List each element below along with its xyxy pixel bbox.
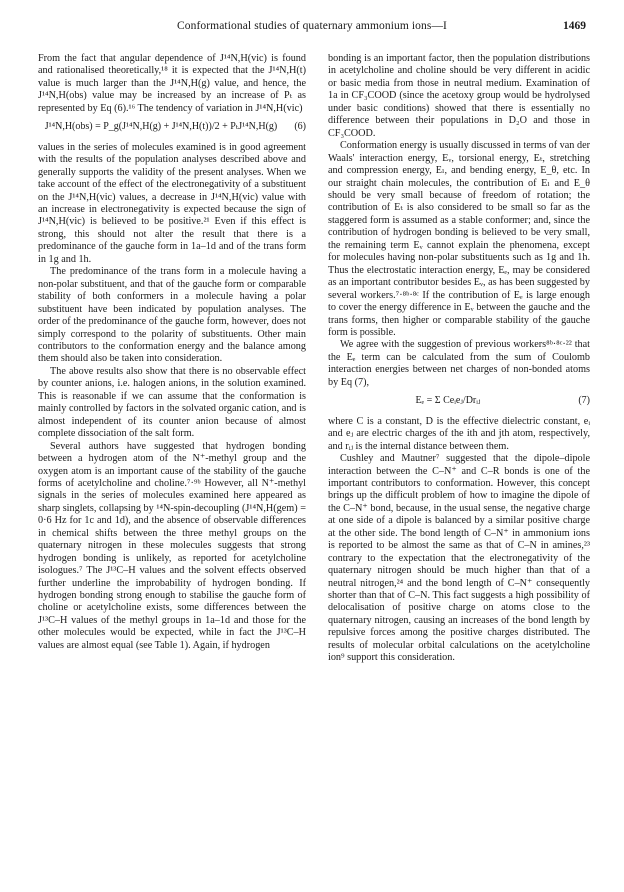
paragraph: bonding is an important factor, then the population distributions in acetylcholine and choline should be very different in acidic or basic media from those in neutral medium. Examination of 1a in CF₃COOD (since the acetoxy group would be hydrolysed under basic conditions) showed that there is essentially no difference between their populations in D₂O and those in CF₃COOD. xyxy=(328,53,590,139)
equation-7 xyxy=(328,395,590,407)
page-header xyxy=(36,20,588,38)
equation-number: (7) xyxy=(578,395,590,407)
equation-body: J¹⁴N,H(obs) = P_g(J¹⁴N,H(g) + J¹⁴N,H(t))/2 + PₜJ¹⁴N,H(g) xyxy=(44,121,278,133)
equation-number: (6) xyxy=(294,121,306,133)
paragraph: We agree with the suggestion of previous workers⁸ᵇ·⁸ᶜ·²² that the Eₑ term can be calculated from the sum of Coulomb interaction energies between net charges of non-bonded atoms by Eq (7), xyxy=(328,339,590,388)
paragraph: Several authors have suggested that hydrogen bonding between a hydrogen atom of the N⁺-methyl group and the oxygen atom is an important cause of the stability of the gauche forms of acetylcholine and choline.⁷·⁹ᵇ However, all N⁺-methyl signals in the series of molecules examined here appeared as sharp singlets, collapsing by ¹⁴N-spin-decoupling (J¹⁴N,H(gem) = 0·6 Hz for 1c and 1d), and the absence of observable differences in chemical shifts between the three methyl groups on the quaternary nitrogen in these molecules suggests that strong hydrogen bonding is unlikely, as reported for acetylcholine isologues.⁷ The J¹³C–H values and the solvent effects observed further underline the improbability of hydrogen bonding. If hydrogen bonding strong enough to stabilise the gauche form of choline or acetylcholine exists, some differences between the J¹³C–H values of the methyl groups in 1a–1d and those for the other molecules would be expected, while in fact the J¹³C–H values are almost equal (see Table 1). Again, if hydrogen xyxy=(38,440,306,651)
right-column xyxy=(328,53,590,665)
paragraph: From the fact that angular dependence of J¹⁴N,H(vic) is found and rationalised theoretically,¹⁸ it is expected that the J¹⁴N,H(t) value is much larger than the J¹⁴N,H(g) value, and hence, the J¹⁴N,H(obs) value may be increased by an increase of Pₜ as represented by Eq (6).¹⁶ The tendency of variation in J¹⁴N,H(vic) xyxy=(38,53,306,114)
page-number: 1469 xyxy=(563,20,586,32)
paragraph: values in the series of molecules examined is in good agreement with the results of the population analyses described above and generally supports the validity of the present analyses. When we take account of the effect of the electronegativity of a substituent on the J¹⁴N,H(vic) values, a decrease in J¹⁴N,H(vic) value with an increase in electronegativity is expected because the sign of J¹⁴N,H(vic) is believed to be positive.²¹ Even if this effect is strong, this should not alter the result that there is a predominance of the gauche form in 1a–1d and of the trans form in 1g and 1h. xyxy=(38,141,306,265)
paragraph: Cushley and Mautner⁷ suggested that the dipole–dipole interaction between the C–N⁺ and C–R bonds is one of the important contributors to conformation. However, this concept brings up the difficult problem of how to imagine the dipole of the C–N⁺ bond, because, in the usual sense, the negative charge at one side of a dipole is balanced by a similar positive charge at the other side. The bond length of C–N⁺ in ammonium ions is reported to be almost the same as that of C–N in amines,²³ contrary to the expectation that the electronegativity of the quaternary nitrogen should be much higher than that of a neutral nitrogen,²⁴ and the bond length of C–N⁺ consequently shorter than that of C–N. This fact suggests a high possibility of delocalisation of positive charge on atoms close to the quaternary nitrogen, causing an increases of the bond length by repulsive forces among the positive charges distributed. The results of molecular orbital calculations on the acetylcholine ion⁹ support this consideration. xyxy=(328,453,590,664)
equation-body: Eₑ = Σ Ceᵢeⱼ/Drᵢⱼ xyxy=(415,395,481,407)
running-title: Conformational studies of quaternary ammonium ions—I xyxy=(177,20,447,32)
paragraph: The above results also show that there is no observable effect by counter anions, i.e. halogen anions, in the solution examined. This is reasonable if we can assume that the conformation is mainly controlled by factors in the solvated organic cation, and is almost independent of its counter anion because of almost complete dissociation of the salt form. xyxy=(38,365,306,440)
paragraph: Conformation energy is usually discussed in terms of van der Waals' interaction energy, Eᵥ, torsional energy, Eₜ, stretching and compression energy, Eₗ, and bending energy, E_θ, etc. In our straight chain molecules, the contribution of Eₗ and E_θ should be very small because of freedom of rotation; the contribution of Eₜ is also considered to be small so far as the staggered form is assumed as a stable conformer; and, since the contribution of hydrogen bonding is believed to be very small, the remaining term Eᵥ cannot explain the phenomena, except for molecules having non-polar substituents such as 1g and 1h. Thus the electrostatic interaction energy, Eₑ, may be considered as an important contributor besides Eᵥ, as has been suggested by several workers.⁷·⁸ᵇ·⁸ᶜ If the contribution of Eₑ is large enough to cover the energy difference in Eᵥ between the gauche and the trans forms, then higher or comparable stability of the gauche form is possible. xyxy=(328,140,590,338)
paragraph: The predominance of the trans form in a molecule having a non-polar substituent, and that of the gauche form or comparable stability of both conformers in a molecule having a polar substituent have been indicated by population analyses. The order of the predominance of the gauche form, however, does not simply correspond to the polarity of substituents. Other main contributors to the conformation energy and the balance among them should also be taken into consideration. xyxy=(38,266,306,365)
paragraph: where C is a constant, D is the effective dielectric constant, eᵢ and eⱼ are electric charges of the ith and jth atom, respectively, and rᵢⱼ is the internal distance between them. xyxy=(328,415,590,452)
equation-6 xyxy=(38,121,306,133)
left-column xyxy=(38,53,306,652)
